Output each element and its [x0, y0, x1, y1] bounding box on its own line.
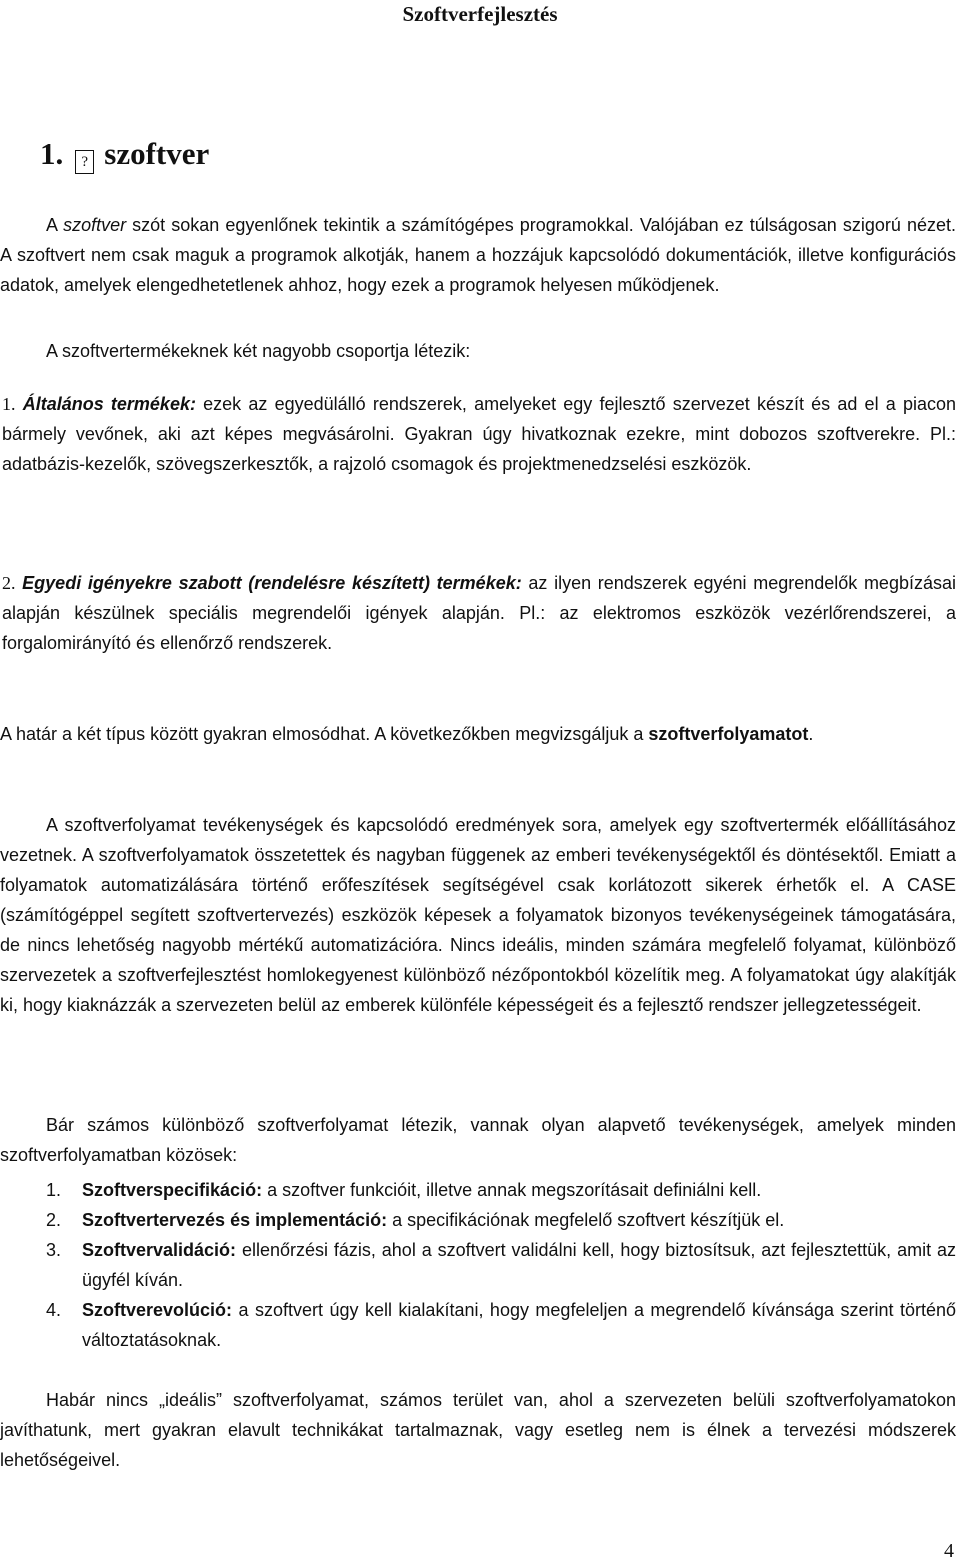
list-item	[0, 1295, 956, 1355]
list-item-number: 3.	[46, 1240, 62, 1260]
groups-line	[0, 336, 956, 366]
category-number: 2.	[2, 573, 16, 593]
list-item-text: a szoftver funkcióit, illetve annak megszorításait definiálni kell.	[262, 1180, 762, 1200]
activity-list	[0, 1175, 956, 1355]
category-text: ezek az egyedülálló rendszerek, amelyeket egy fejlesztő szervezet készít és ad el a piacon bármely vevőnek, aki azt képes megvásárolni. Gyakran úgy hivatkoznak ezekre, mint dobozos szoftverekre. Pl.: adatbázis-kezelők, szövegszerkesztők, a rajzoló csomagok és projektmenedzselési eszközök.	[2, 394, 956, 474]
intro-text-pre: A	[46, 215, 64, 235]
page-number: 4	[944, 1540, 954, 1562]
list-item-number: 4.	[46, 1300, 62, 1320]
intro-emphasis: szoftver	[63, 215, 127, 235]
category-label: Egyedi igényekre szabott (rendelésre készített) termékek:	[22, 573, 522, 593]
list-item-label: Szoftverevolúció:	[82, 1300, 233, 1320]
list-item	[0, 1235, 956, 1295]
boundary-text: A határ a két típus között gyakran elmosódhat. A következőkben megvizsgáljuk a	[0, 724, 649, 744]
section-heading	[40, 136, 209, 174]
list-item-number: 2.	[46, 1210, 62, 1230]
closing-paragraph	[0, 1385, 956, 1475]
process-paragraph	[0, 810, 956, 1020]
category-number: 1.	[2, 394, 16, 414]
common-activities-paragraph	[0, 1110, 956, 1170]
category-label: Általános termékek:	[22, 394, 196, 414]
list-item-label: Szoftvervalidáció:	[82, 1240, 237, 1260]
list-item-number: 1.	[46, 1180, 62, 1200]
list-item	[0, 1175, 956, 1205]
section-number: 1.	[40, 136, 64, 171]
groups-line-text: A szoftvertermékeknek két nagyobb csoportja létezik:	[46, 341, 471, 361]
category-item-general	[2, 389, 956, 479]
list-item-text: a szoftvert úgy kell kialakítani, hogy megfeleljen a megrendelő kívánsága szerint történő változtatásoknak.	[82, 1300, 956, 1350]
boundary-end: .	[808, 724, 814, 744]
list-item-label: Szoftverspecifikáció:	[82, 1180, 263, 1200]
list-item-label: Szoftvertervezés és implementáció:	[82, 1210, 388, 1230]
category-text: az ilyen rendszerek egyéni megrendelők megbízásai alapján készülnek speciális megrendelői igények alapján. Pl.: az elektromos eszközök vezérlőrendszerei, a forgalomirányító és ellenőrző rendszerek.	[2, 573, 956, 653]
list-item-text: a specifikációnak megfelelő szoftvert készítjük el.	[387, 1210, 785, 1230]
boundary-paragraph	[0, 719, 956, 749]
category-item-custom	[2, 568, 956, 658]
closing-paragraph-text: Habár nincs „ideális” szoftverfolyamat, számos terület van, ahol a szervezeten belüli szoftverfolyamatokon javíthatunk, mert gyakran elavult technikákat tartalmaznak, vagy esetleg nem is élnek a tervezési módszerek lehetőségeivel.	[0, 1390, 956, 1470]
intro-paragraph	[0, 210, 956, 300]
list-item-text: ellenőrzési fázis, ahol a szoftvert validálni kell, hogy biztosítsuk, azt fejlesztettük, amit az ügyfél kíván.	[82, 1240, 956, 1290]
list-item	[0, 1205, 956, 1235]
section-title: szoftver	[104, 136, 210, 171]
intro-text: szót sokan egyenlőnek tekintik a számítógépes programokkal. Valójában ez túlságosan szigorú nézet. A szoftvert nem csak maguk a programok alkotják, hanem a hozzájuk kapcsolódó dokumentációk, illetve konfigurációs adatok, amelyek elengedhetetlenek ahhoz, hogy ezek a programok helyesen működjenek.	[0, 215, 956, 295]
running-header: Szoftverfejlesztés	[402, 2, 558, 26]
missing-glyph-icon: ?	[75, 150, 94, 174]
boundary-bold: szoftverfolyamatot	[648, 724, 809, 744]
process-paragraph-text: A szoftverfolyamat tevékenységek és kapcsolódó eredmények sora, amelyek egy szoftvertermék előállításához vezetnek. A szoftverfolyamatok összetettek és nagyban függenek az emberi tevékenységektől és döntésektől. Emiatt a folyamatok automatizálására történő erőfeszítések segítségével csak korlátozott sikerek érhetők el. A CASE (számítógéppel segített szoftvertervezés) eszközök képesek a folyamatok bizonyos tevékenységeinek támogatására, de nincs lehetőség nagyobb mértékű automatizációra. Nincs ideális, minden számára megfelelő folyamat, különböző szervezetek a szoftverfejlesztést homlokegyenest különböző nézőpontokból közelítik meg. A folyamatokat úgy alakítják ki, hogy kiaknázzák a szervezeten belül az emberek különféle képességeit és a fejlesztő rendszer jellegzetességeit.	[0, 815, 956, 1015]
common-paragraph-text: Bár számos különböző szoftverfolyamat létezik, vannak olyan alapvető tevékenységek, amelyek minden szoftverfolyamatban közösek:	[0, 1115, 956, 1165]
